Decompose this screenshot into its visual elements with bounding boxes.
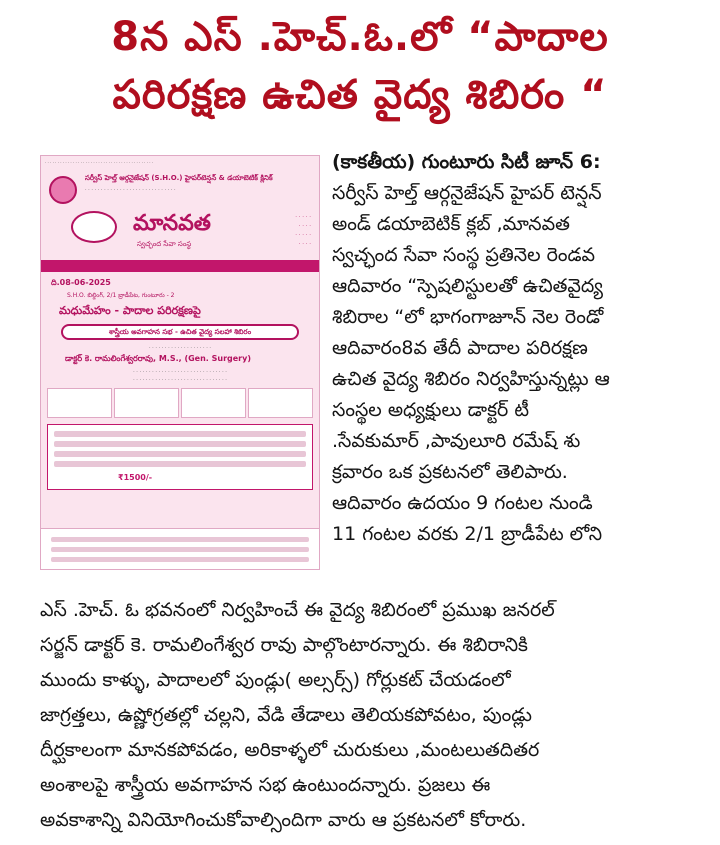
article-line: దీర్ఘకాలంగా మానకపోవడం, అరికాళ్ళలో చురుకులు ,మంటలుతదితర xyxy=(40,739,540,761)
article-line: సంస్థల అధ్యక్షులు డాక్టర్ టీ xyxy=(332,399,529,421)
article-line: శిబిరాల “లో భాగంగాజూన్ నెల రెండో xyxy=(332,306,604,328)
flyer-top-strip: . . . . . . . . . . . . . . . . . . . . . . . . . . . . . . . . . . . . . . . . . . . xyxy=(45,159,154,164)
article-line: ముందు కాళ్ళు, పాదాలలో పుండ్లు( అల్సర్స్) గోర్లుకట్ చేయడంలో xyxy=(40,669,511,691)
article-line: అంశాలపై శాస్త్రీయ అవగాహన సభ ఉంటుందన్నారు. ప్రజలు ఈ xyxy=(40,774,491,796)
flyer-small-line: . . . . . . . . . . . . . . . . . . . . . . . . . . . . . . xyxy=(133,368,227,374)
flyer-logo-icon xyxy=(49,176,77,204)
flyer-emblem-icon xyxy=(71,211,117,243)
article-line: అండ్ డయాబెటిక్ క్లబ్ ,మానవత xyxy=(332,213,570,235)
camp-flyer-image xyxy=(40,155,320,570)
flyer-footer-line xyxy=(51,557,309,562)
flyer-contact-cell xyxy=(248,388,313,418)
flyer-side-note: . . . . . . . . . . . . . . . . . . xyxy=(295,213,311,246)
flyer-contact-cell xyxy=(114,388,179,418)
article-dateline: (కాకతీయ) గుంటూరు సిటీ జూన్ 6: xyxy=(332,151,601,173)
flyer-lab-box xyxy=(47,424,313,490)
article-line: ఆదివారం8వ తేదీ పాదాల పరిరక్షణ xyxy=(332,337,588,359)
article-line: సర్వీస్ హెల్త్ ఆర్గనైజేషన్ హైపర్ టెన్షన్ xyxy=(332,182,602,204)
flyer-contact-cell xyxy=(47,388,112,418)
article-line: 11 గంటల వరకు 2/1 బ్రాడీపేట లోని xyxy=(332,523,603,545)
flyer-contact-grid xyxy=(47,388,313,418)
flyer-doctor: డాక్టర్ కె. రామలింగేశ్వరరావు, M.S., (Gen. Surgery) xyxy=(65,354,251,363)
flyer-lab-line xyxy=(54,441,306,447)
flyer-footer-line xyxy=(51,547,309,552)
flyer-address-strip: . . . . . . . . . . . . . . . . . . . . . . . . . . . . . xyxy=(85,186,176,192)
flyer-small-line: . . . . . . . . . . . . . . . . . . . . . . . . . . . . . . xyxy=(133,376,227,382)
flyer-subtitle: స్వచ్ఛంద సేవా సంస్థ xyxy=(137,240,192,248)
article-line: స్వచ్ఛంద సేవా సంస్థ ప్రతినెల రెండవ xyxy=(332,244,596,266)
flyer-small-line: . . . . . . . . . . . . . . . . . . . . xyxy=(149,344,211,350)
article-line: సర్జన్ డాక్టర్ కె. రామలింగేశ్వర రావు పాల్గొంటారన్నారు. ఈ శిబిరానికి xyxy=(40,634,528,656)
article-line: క్రవారం ఒక ప్రకటనలో తెలిపారు. xyxy=(332,461,568,483)
headline xyxy=(0,8,720,124)
flyer-camp-title: మధుమేహం - పాదాల పరిరక్షణపై xyxy=(59,304,201,317)
flyer-footer xyxy=(41,528,319,569)
flyer-org-name: సర్వీస్ హెల్త్ ఆర్గనైజేషన్ (S.H.O.) హైపర్‌టెన్షన్ & డయాబెటిక్ క్లినిక్ xyxy=(85,174,273,182)
flyer-lab-line xyxy=(54,461,306,467)
flyer-session-box: శాస్త్రీయ అవగాహన సభ - ఉచిత వైద్య సలహా శిబిరం xyxy=(61,324,299,340)
article-line: ఎస్ .హెచ్. ఓ భవనంలో నిర్వహించే ఈ వైద్య శిబిరంలో ప్రముఖ జనరల్ xyxy=(40,599,555,621)
flyer-title: మానవత xyxy=(133,211,211,236)
article-line: ఆదివారం “స్పెషలిస్టులతో ఉచితవైద్య xyxy=(332,275,603,297)
article-line: ఆదివారం ఉదయం 9 గంటల నుండి xyxy=(332,492,593,514)
headline-line-2: పరిరక్షణ ఉచిత వైద్య శిబిరం “ xyxy=(112,72,608,118)
article-line: ఉచిత వైద్య శిబిరం నిర్వహిస్తున్నట్లు ఆ xyxy=(332,368,610,390)
headline-line-1: 8న ఎస్ .హెచ్.ఓ.లో “పాదాల xyxy=(111,14,609,60)
flyer-venue: S.H.O. బిల్డింగ్, 2/1 బ్రాడీపేట, గుంటూరు - 2 xyxy=(67,292,175,299)
flyer-date: ది.08-06-2025 xyxy=(51,278,111,287)
article-line: అవకాశాన్ని వినియోగించుకోవాల్సిందిగా వారు ఆ ప్రకటనలో కోరారు. xyxy=(40,809,527,831)
article-line: జాగ్రత్తలు, ఉష్ణోగ్రతల్లో చల్లని, వేడి తేడాలు తెలియకపోవటం, పుండ్లు xyxy=(40,704,532,726)
flyer-footer-line xyxy=(51,537,309,542)
flyer-contact-cell xyxy=(181,388,246,418)
flyer-lab-line xyxy=(54,451,306,457)
flyer-band xyxy=(41,260,319,272)
flyer-lab-line xyxy=(54,431,306,437)
article-line: .సేవకుమార్ ,పావులూరి రమేష్ శు xyxy=(332,430,581,452)
flyer-price: ₹1500/- xyxy=(118,473,153,482)
